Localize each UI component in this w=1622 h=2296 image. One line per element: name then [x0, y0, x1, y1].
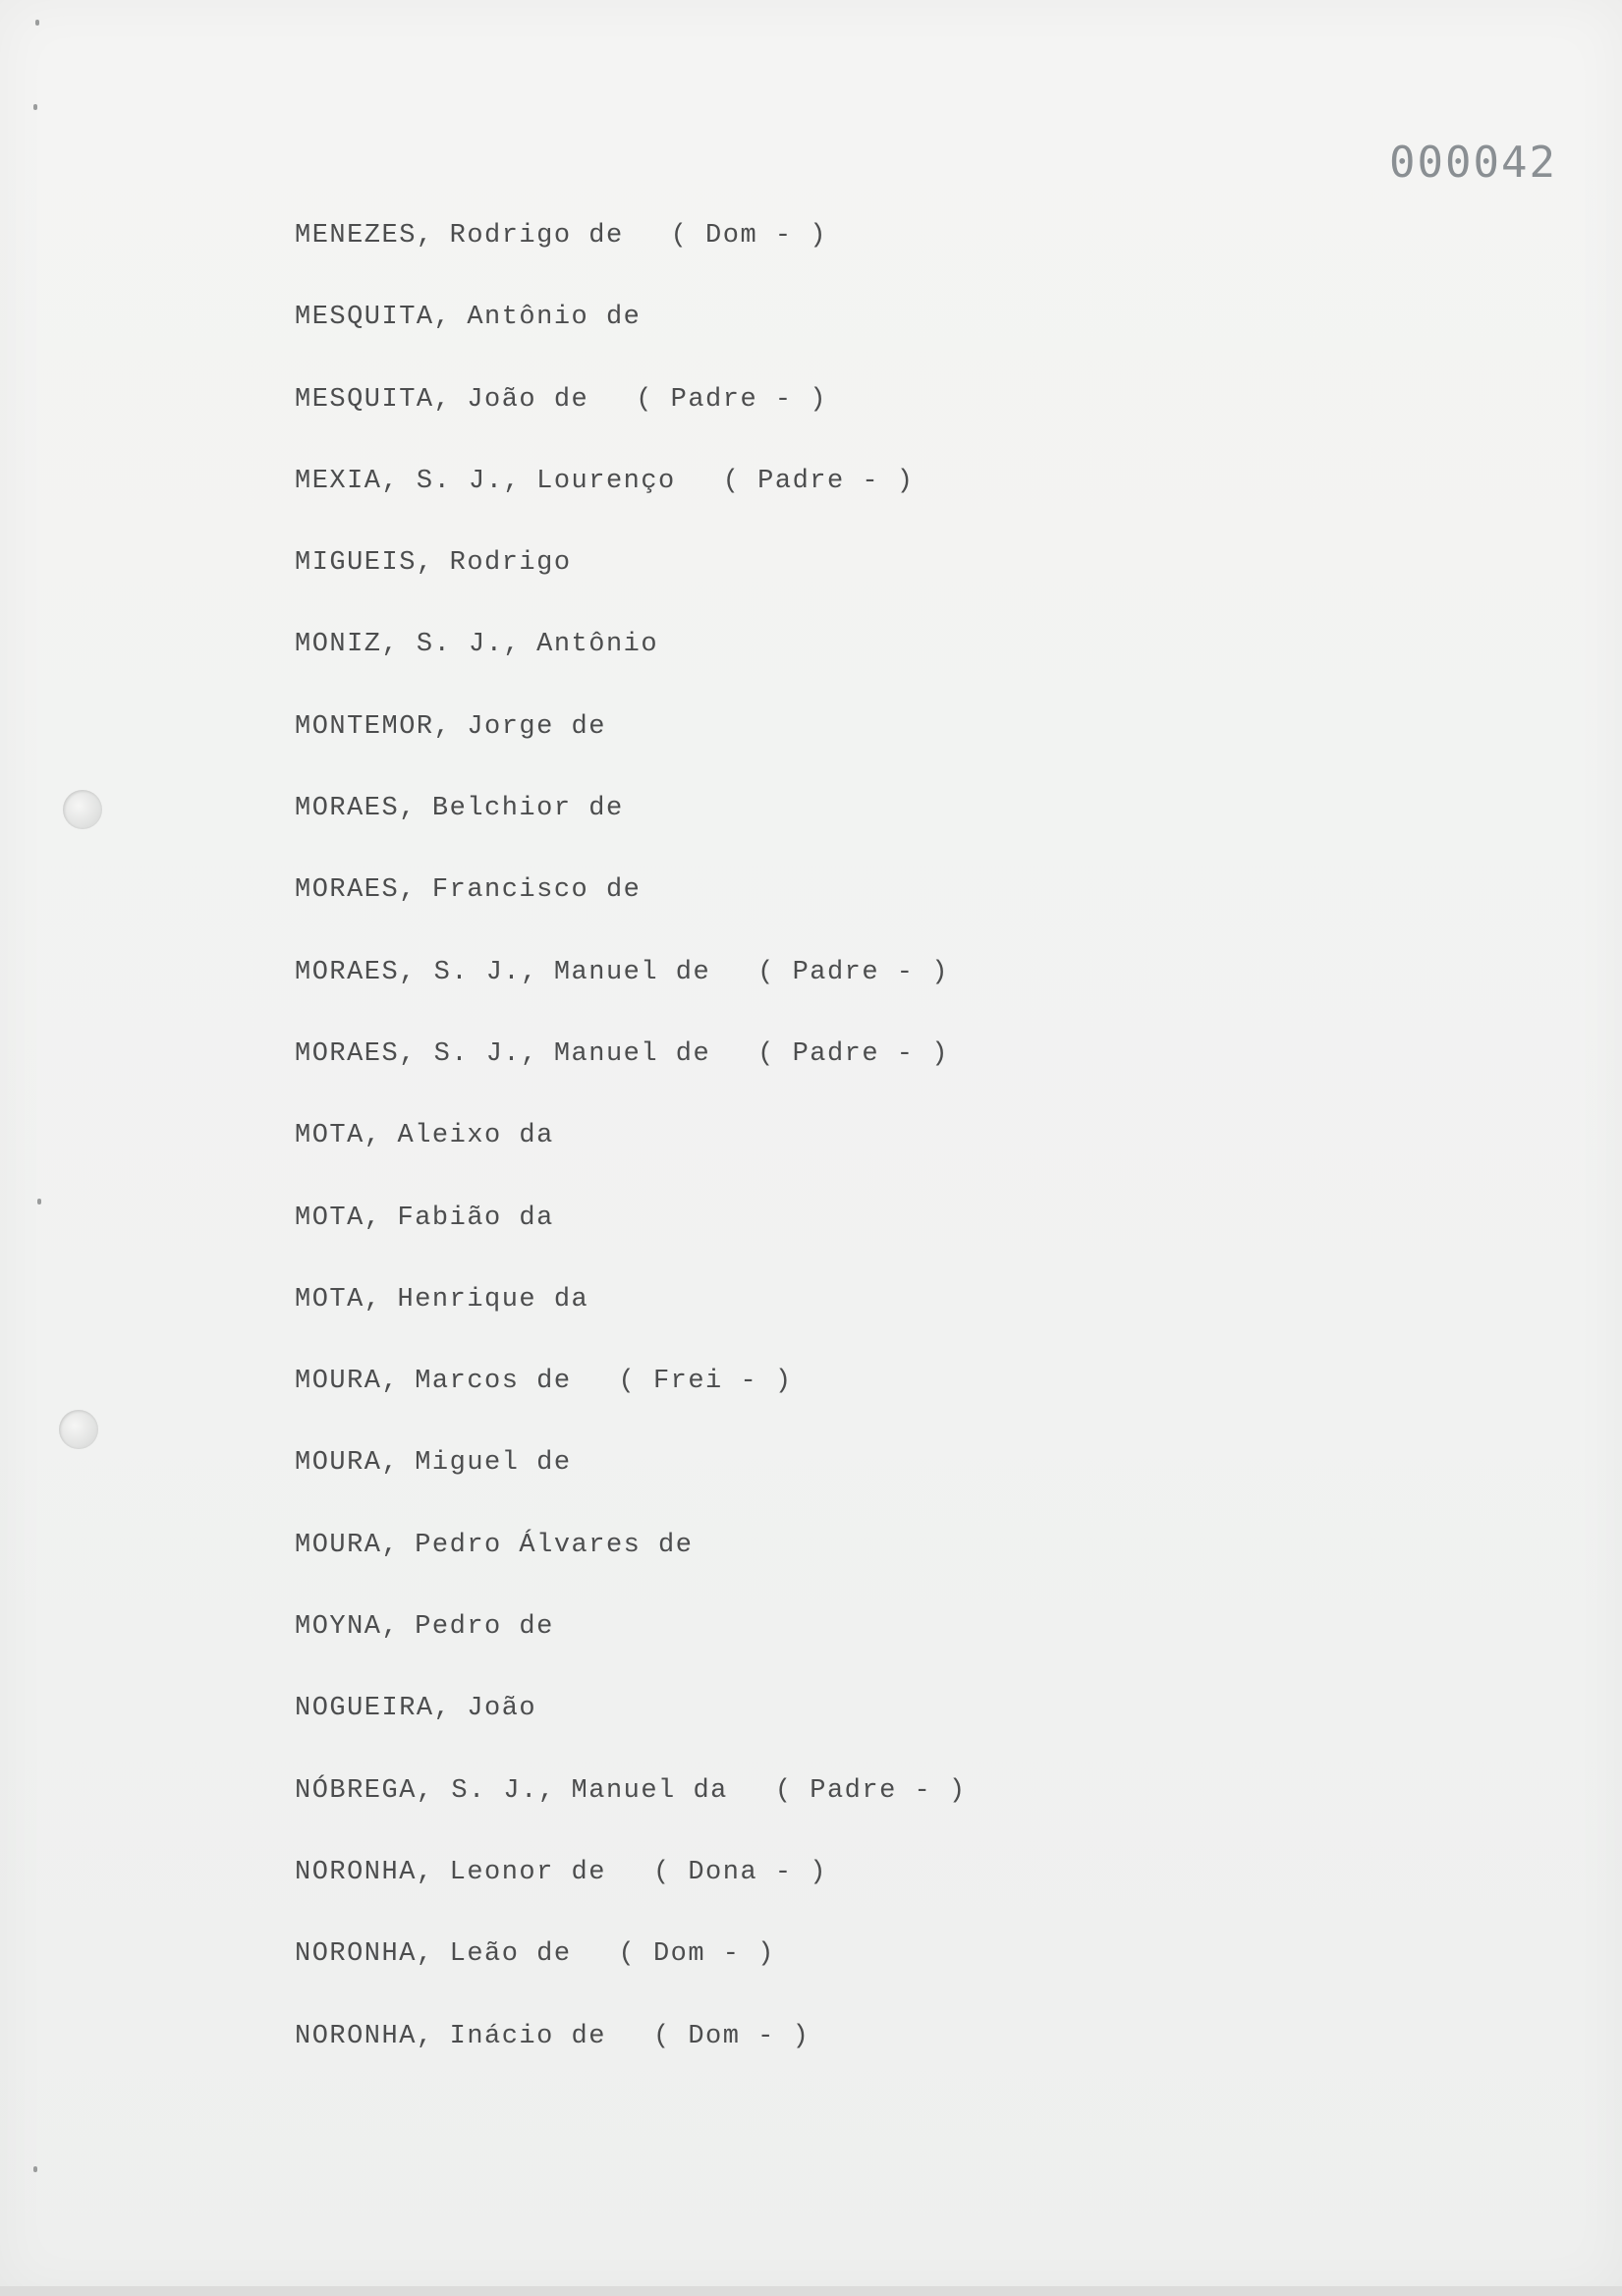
entry-title: ( Dom - )	[618, 1939, 775, 1970]
list-item	[295, 1932, 967, 2014]
entry-given-name: Lourenço	[536, 466, 676, 496]
entry-surname: NOGUEIRA,	[295, 1694, 452, 1724]
entry-given-name: Rodrigo	[449, 548, 572, 579]
list-item	[295, 705, 967, 787]
entry-given-name: Antônio de	[467, 303, 642, 333]
entry-surname: MOTA,	[295, 1284, 382, 1315]
entry-surname: MESQUITA,	[295, 303, 452, 333]
entry-surname: MONIZ, S. J.,	[295, 630, 522, 660]
list-item	[295, 868, 967, 950]
entry-title: ( Padre - )	[757, 1038, 949, 1069]
entry-surname: MONTEMOR,	[295, 711, 452, 742]
entry-given-name: Jorge de	[467, 711, 606, 742]
entry-given-name: Francisco de	[431, 875, 642, 906]
list-item	[295, 541, 967, 623]
entry-given-name: Manuel de	[553, 1038, 711, 1069]
entry-surname: MOTA,	[295, 1203, 382, 1233]
list-item	[295, 1114, 967, 1196]
entry-surname: NÓBREGA, S. J.,	[295, 1775, 556, 1806]
entry-surname: MEXIA, S. J.,	[295, 466, 522, 496]
list-item	[295, 623, 967, 704]
entry-given-name: Miguel de	[415, 1448, 572, 1479]
entry-surname: MENEZES,	[295, 221, 434, 251]
entry-given-name: Rodrigo de	[449, 221, 624, 251]
entry-surname: MESQUITA,	[295, 384, 452, 415]
entry-title: ( Padre - )	[774, 1775, 967, 1806]
entry-surname: MORAES, S. J.,	[295, 957, 538, 987]
entry-surname: MOYNA,	[295, 1612, 400, 1643]
list-item	[295, 378, 967, 460]
punch-hole	[59, 1410, 98, 1449]
list-item	[295, 460, 967, 541]
paper-speck	[33, 2166, 37, 2172]
entry-surname: NORONHA,	[295, 1939, 434, 1970]
entry-surname: MORAES, S. J.,	[295, 1038, 538, 1069]
entry-given-name: Marcos de	[415, 1367, 572, 1397]
entry-surname: MOURA,	[295, 1448, 400, 1479]
paper-speck	[33, 104, 37, 110]
entry-surname: NORONHA,	[295, 2021, 434, 2051]
list-item	[295, 1524, 967, 1605]
entry-given-name: Leão de	[449, 1939, 572, 1970]
entry-surname: MORAES,	[295, 794, 417, 824]
entry-surname: MOURA,	[295, 1367, 400, 1397]
list-item	[295, 2015, 967, 2097]
list-item	[295, 1687, 967, 1768]
page-bottom-edge	[0, 2286, 1622, 2296]
entry-given-name: Manuel de	[553, 957, 711, 987]
list-item	[295, 296, 967, 377]
list-item	[295, 1769, 967, 1851]
list-item	[295, 787, 967, 868]
entry-title: ( Dona - )	[652, 1857, 827, 1887]
entry-given-name: Fabião da	[397, 1203, 554, 1233]
entry-given-name: Pedro de	[415, 1612, 554, 1643]
list-item	[295, 1441, 967, 1523]
entry-given-name: João	[467, 1694, 537, 1724]
entry-title: ( Dom - )	[652, 2021, 811, 2051]
entry-surname: MOURA,	[295, 1530, 400, 1560]
entry-given-name: João de	[467, 384, 589, 415]
paper-speck	[35, 20, 39, 26]
list-item	[295, 1197, 967, 1278]
entry-given-name: Antônio	[536, 630, 659, 660]
entry-given-name: Henrique da	[397, 1284, 589, 1315]
page-number: 000042	[1389, 138, 1557, 188]
entry-surname: MOTA,	[295, 1121, 382, 1151]
list-item	[295, 1033, 967, 1114]
entry-given-name: Belchior de	[431, 794, 624, 824]
entry-title: ( Padre - )	[722, 466, 915, 496]
entry-given-name: Manuel da	[571, 1775, 728, 1806]
entry-surname: NORONHA,	[295, 1857, 434, 1887]
entry-surname: MIGUEIS,	[295, 548, 434, 579]
list-item	[295, 951, 967, 1033]
entry-title: ( Frei - )	[618, 1367, 793, 1397]
punch-hole	[63, 790, 102, 829]
entry-given-name: Inácio de	[449, 2021, 606, 2051]
name-list	[295, 214, 967, 2097]
list-item	[295, 214, 967, 296]
entry-given-name: Leonor de	[449, 1857, 606, 1887]
entry-given-name: Aleixo da	[397, 1121, 554, 1151]
entry-surname: MORAES,	[295, 875, 417, 906]
paper-speck	[37, 1199, 41, 1204]
entry-title: ( Padre - )	[757, 957, 949, 987]
entry-title: ( Dom - )	[670, 221, 827, 251]
list-item	[295, 1605, 967, 1687]
entry-title: ( Padre - )	[636, 384, 827, 415]
list-item	[295, 1851, 967, 1932]
entry-given-name: Pedro Álvares de	[415, 1530, 694, 1560]
list-item	[295, 1360, 967, 1441]
list-item	[295, 1278, 967, 1360]
